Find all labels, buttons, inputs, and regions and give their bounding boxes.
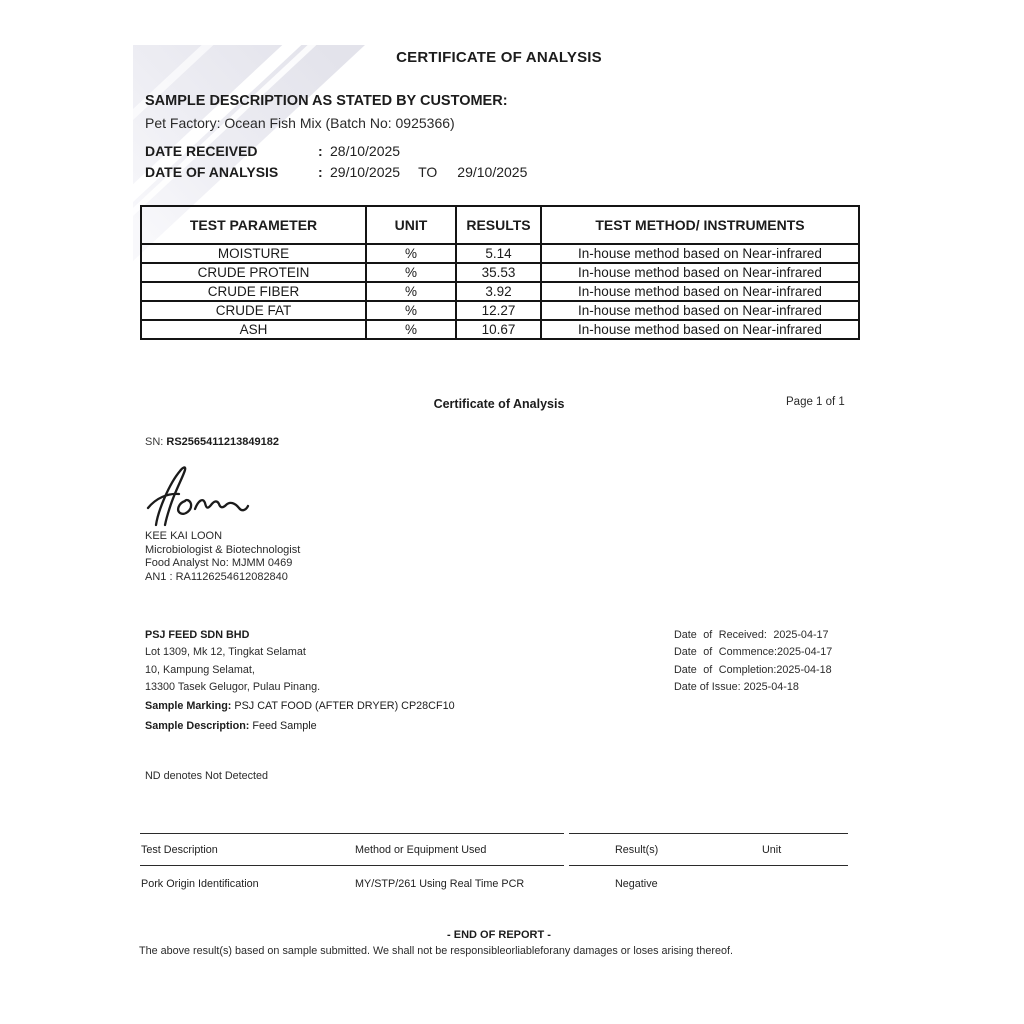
pcr-header-row — [140, 833, 564, 866]
col-header-unit: UNIT — [366, 206, 456, 244]
cell-result: 35.53 — [456, 263, 541, 282]
cell-unit: % — [366, 320, 456, 339]
date-of-analysis-line — [145, 164, 527, 180]
analyst-block — [145, 530, 300, 584]
date-of-issue: Date of Issue: 2025-04-18 — [674, 681, 799, 694]
pcr-col-header-unit: Unit — [762, 844, 782, 856]
sample-description-heading: SAMPLE DESCRIPTION AS STATED BY CUSTOMER: — [145, 93, 508, 109]
cell-method: In-house method based on Near-infrared — [541, 320, 859, 339]
pcr-col-header-method: Method or Equipment Used — [355, 844, 487, 856]
date-analysis-label: DATE OF ANALYSIS — [145, 164, 279, 180]
pcr-cell-result: Negative — [615, 878, 658, 890]
table-row — [141, 320, 859, 339]
date-received-value: 28/10/2025 — [330, 143, 401, 159]
pcr-table-right-group — [569, 833, 848, 896]
analyst-name: KEE KAI LOON — [145, 530, 223, 542]
nd-footnote: ND denotes Not Detected — [145, 770, 269, 782]
cell-parameter: MOISTURE — [141, 244, 366, 263]
sample-description-line — [145, 720, 317, 732]
pcr-cell-method: MY/STP/261 Using Real Time PCR — [355, 878, 525, 890]
table-row — [569, 866, 848, 896]
analyst-an1: AN1 : RA1126254612082840 — [145, 570, 288, 583]
analyst-license: Food Analyst No: MJMM 0469 — [145, 557, 293, 569]
page-indicator: Page 1 of 1 — [786, 396, 845, 408]
table-row — [141, 244, 859, 263]
col-header-results: RESULTS — [456, 206, 541, 244]
table-row — [141, 301, 859, 320]
cell-parameter: ASH — [141, 320, 366, 339]
pcr-results-table — [140, 833, 848, 895]
date-analysis-from: 29/10/2025 — [330, 164, 401, 180]
results-table — [140, 205, 860, 340]
cell-method: In-house method based on Near-infrared — [541, 244, 859, 263]
table-row — [140, 866, 564, 896]
results-header-row — [141, 206, 859, 244]
sample-description-value: Feed Sample — [252, 720, 317, 732]
cell-result: 3.92 — [456, 282, 541, 301]
cell-parameter: CRUDE FAT — [141, 301, 366, 320]
sample-description-label: Sample Description: — [145, 720, 250, 732]
pcr-table-left-group — [140, 833, 564, 896]
cell-result: 5.14 — [456, 244, 541, 263]
cell-parameter: CRUDE PROTEIN — [141, 263, 366, 282]
sample-marking-label: Sample Marking: — [145, 700, 232, 712]
customer-name: PSJ FEED SDN BHD — [145, 629, 250, 641]
table-row — [141, 282, 859, 301]
cell-unit: % — [366, 301, 456, 320]
customer-address-line: Lot 1309, Mk 12, Tingkat Selamat — [145, 646, 306, 659]
processing-dates-block — [674, 627, 832, 697]
date-range-separator: TO — [418, 164, 438, 180]
cell-result: 12.27 — [456, 301, 541, 320]
cell-parameter: CRUDE FIBER — [141, 282, 366, 301]
cell-unit: % — [366, 282, 456, 301]
pcr-header-row — [569, 833, 848, 866]
customer-address-line: 13300 Tasek Gelugor, Pulau Pinang. — [145, 681, 321, 694]
customer-address-line: 10, Kampung Selamat, — [145, 663, 255, 676]
cell-result: 10.67 — [456, 320, 541, 339]
col-header-test-method: TEST METHOD/ INSTRUMENTS — [541, 206, 859, 244]
pcr-cell-test: Pork Origin Identification — [141, 878, 259, 890]
date-analysis-to: 29/10/2025 — [457, 164, 528, 180]
sample-marking-line — [145, 700, 455, 712]
date-received-label: DATE RECEIVED — [145, 143, 258, 159]
cell-method: In-house method based on Near-infrared — [541, 282, 859, 301]
sn-label: SN: — [145, 436, 164, 448]
analyst-signature — [142, 463, 254, 527]
serial-number-line — [145, 436, 279, 448]
date-of-received: Date of Received: 2025-04-17 — [674, 629, 829, 641]
sample-marking-value: PSJ CAT FOOD (AFTER DRYER) CP28CF10 — [234, 700, 455, 712]
table-row — [141, 263, 859, 282]
cell-unit: % — [366, 244, 456, 263]
analyst-role: Microbiologist & Biotechnologist — [145, 543, 301, 556]
cell-method: In-house method based on Near-infrared — [541, 263, 859, 282]
date-received-line — [145, 143, 400, 159]
cell-unit: % — [366, 263, 456, 282]
date-of-completion: Date of Completion:2025-04-18 — [674, 663, 832, 676]
col-header-test-parameter: TEST PARAMETER — [141, 206, 366, 244]
pcr-col-header-test: Test Description — [141, 844, 218, 856]
end-of-report-label: - END OF REPORT - — [447, 929, 551, 941]
pcr-col-header-result: Result(s) — [615, 844, 659, 856]
disclaimer-text: The above result(s) based on sample submitted. We shall not be responsibleorliableforany damages or loses arising thereof. — [139, 945, 733, 957]
customer-address-block — [145, 627, 320, 697]
colon-separator: : — [318, 143, 323, 159]
sample-description-value: Pet Factory: Ocean Fish Mix (Batch No: 0925366) — [145, 115, 455, 131]
cell-method: In-house method based on Near-infrared — [541, 301, 859, 320]
colon-separator: : — [318, 164, 323, 180]
date-of-commence: Date of Commence:2025-04-17 — [674, 646, 833, 659]
document-title: CERTIFICATE OF ANALYSIS — [396, 49, 602, 66]
second-page-title: Certificate of Analysis — [433, 397, 565, 411]
sn-value: RS2565411213849182 — [166, 436, 279, 448]
